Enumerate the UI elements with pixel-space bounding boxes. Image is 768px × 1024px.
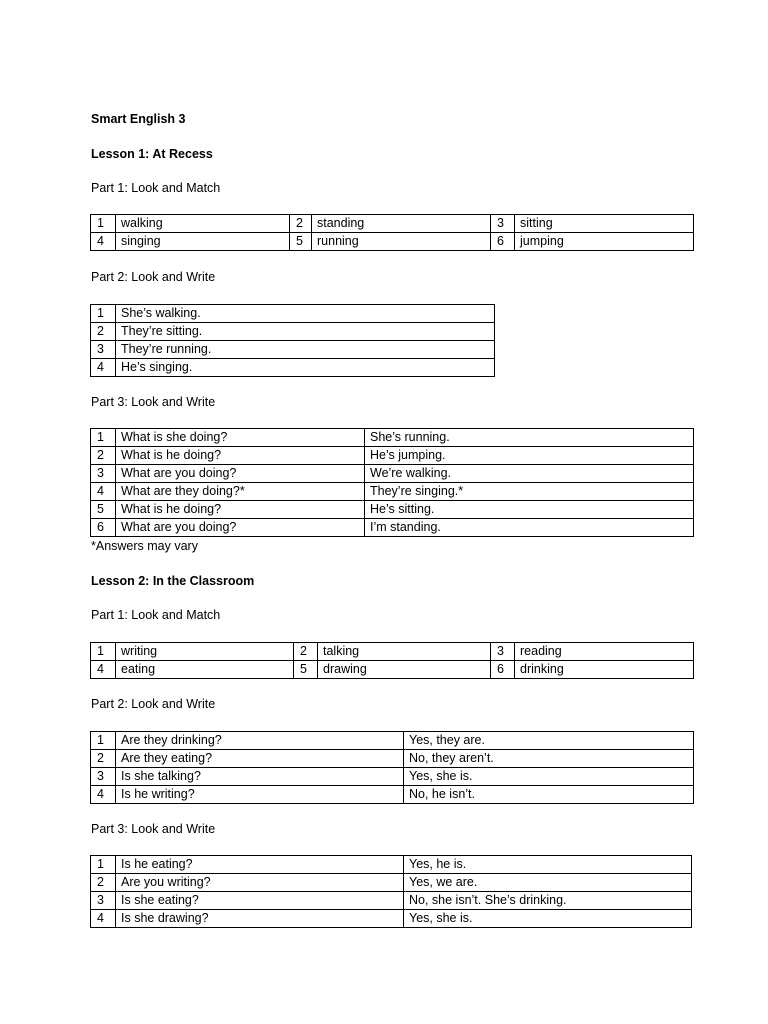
lesson-1-part-1-table — [90, 214, 694, 251]
answer-text: She’s running. — [365, 429, 694, 447]
item-word: running — [312, 233, 491, 251]
answers-note: *Answers may vary — [91, 539, 198, 553]
answer-text: No, she isn’t. She’s drinking. — [404, 892, 692, 910]
item-word: jumping — [515, 233, 694, 251]
answer-text: She’s walking. — [116, 305, 495, 323]
item-word: drinking — [515, 661, 694, 679]
lesson-1-part-2-heading: Part 2: Look and Write — [91, 270, 216, 284]
item-word: singing — [116, 233, 290, 251]
item-number: 2 — [91, 323, 116, 341]
answer-text: Yes, she is. — [404, 768, 694, 786]
answer-text: He’s sitting. — [365, 501, 694, 519]
item-number: 2 — [290, 215, 312, 233]
question-text: Is she drawing? — [116, 910, 404, 928]
table-row — [91, 465, 694, 483]
question-text: Are you writing? — [116, 874, 404, 892]
item-word: walking — [116, 215, 290, 233]
item-number: 5 — [294, 661, 318, 679]
lesson-2-part-1-heading: Part 1: Look and Match — [91, 608, 221, 622]
answer-text: Yes, he is. — [404, 856, 692, 874]
item-word: eating — [116, 661, 294, 679]
item-number: 4 — [91, 910, 116, 928]
question-text: What is he doing? — [116, 447, 365, 465]
item-number: 2 — [294, 643, 318, 661]
item-word: reading — [515, 643, 694, 661]
item-number: 5 — [91, 501, 116, 519]
item-number: 4 — [91, 359, 116, 377]
item-number: 2 — [91, 447, 116, 465]
item-number: 3 — [491, 643, 515, 661]
item-number: 1 — [91, 856, 116, 874]
answer-text: We’re walking. — [365, 465, 694, 483]
item-word: standing — [312, 215, 491, 233]
lesson-2-part-2-table — [90, 731, 694, 804]
table-row — [91, 341, 495, 359]
table-row — [91, 359, 495, 377]
item-word: drawing — [318, 661, 491, 679]
lesson-2-part-3-table — [90, 855, 692, 928]
item-number: 6 — [491, 233, 515, 251]
item-number: 1 — [91, 732, 116, 750]
lesson-2-part-2-heading: Part 2: Look and Write — [91, 697, 216, 711]
lesson-1-part-3-heading: Part 3: Look and Write — [91, 395, 216, 409]
answer-text: Yes, we are. — [404, 874, 692, 892]
question-text: What is he doing? — [116, 501, 365, 519]
answer-text: Yes, she is. — [404, 910, 692, 928]
question-text: Is she eating? — [116, 892, 404, 910]
answer-text: No, he isn’t. — [404, 786, 694, 804]
table-row — [91, 643, 694, 661]
answer-text: They’re singing.* — [365, 483, 694, 501]
item-number: 4 — [91, 661, 116, 679]
lesson-1-part-3-table — [90, 428, 694, 537]
item-number: 6 — [91, 519, 116, 537]
table-row — [91, 856, 692, 874]
table-row — [91, 892, 692, 910]
table-row — [91, 323, 495, 341]
lesson-1-heading: Lesson 1: At Recess — [91, 147, 213, 161]
item-number: 2 — [91, 874, 116, 892]
table-row — [91, 501, 694, 519]
lesson-2-heading: Lesson 2: In the Classroom — [91, 574, 255, 588]
table-row — [91, 874, 692, 892]
table-row — [91, 305, 495, 323]
question-text: Is he writing? — [116, 786, 404, 804]
question-text: Are they eating? — [116, 750, 404, 768]
table-row — [91, 483, 694, 501]
table-row — [91, 233, 694, 251]
table-row — [91, 750, 694, 768]
question-text: Is he eating? — [116, 856, 404, 874]
item-number: 4 — [91, 483, 116, 501]
item-number: 1 — [91, 305, 116, 323]
answer-text: I’m standing. — [365, 519, 694, 537]
lesson-1-part-1-heading: Part 1: Look and Match — [91, 181, 221, 195]
item-number: 4 — [91, 233, 116, 251]
item-number: 3 — [491, 215, 515, 233]
answer-text: Yes, they are. — [404, 732, 694, 750]
item-number: 3 — [91, 341, 116, 359]
item-number: 1 — [91, 643, 116, 661]
item-number: 3 — [91, 465, 116, 483]
item-number: 2 — [91, 750, 116, 768]
item-number: 3 — [91, 768, 116, 786]
table-row — [91, 661, 694, 679]
answer-text: They’re sitting. — [116, 323, 495, 341]
item-number: 3 — [91, 892, 116, 910]
answer-text: He’s singing. — [116, 359, 495, 377]
question-text: What are you doing? — [116, 519, 365, 537]
item-number: 6 — [491, 661, 515, 679]
lesson-1-part-2-table — [90, 304, 495, 377]
question-text: What are you doing? — [116, 465, 365, 483]
table-row — [91, 786, 694, 804]
item-number: 1 — [91, 429, 116, 447]
question-text: Are they drinking? — [116, 732, 404, 750]
answer-text: They’re running. — [116, 341, 495, 359]
document-title: Smart English 3 — [91, 112, 186, 126]
item-number: 1 — [91, 215, 116, 233]
item-number: 4 — [91, 786, 116, 804]
item-word: writing — [116, 643, 294, 661]
table-row — [91, 768, 694, 786]
item-word: sitting — [515, 215, 694, 233]
table-row — [91, 429, 694, 447]
lesson-2-part-1-table — [90, 642, 694, 679]
table-row — [91, 732, 694, 750]
table-row — [91, 447, 694, 465]
answer-text: No, they aren’t. — [404, 750, 694, 768]
lesson-2-part-3-heading: Part 3: Look and Write — [91, 822, 216, 836]
answer-text: He’s jumping. — [365, 447, 694, 465]
table-row — [91, 910, 692, 928]
item-number: 5 — [290, 233, 312, 251]
question-text: Is she talking? — [116, 768, 404, 786]
table-row — [91, 519, 694, 537]
table-row — [91, 215, 694, 233]
question-text: What are they doing?* — [116, 483, 365, 501]
item-word: talking — [318, 643, 491, 661]
question-text: What is she doing? — [116, 429, 365, 447]
